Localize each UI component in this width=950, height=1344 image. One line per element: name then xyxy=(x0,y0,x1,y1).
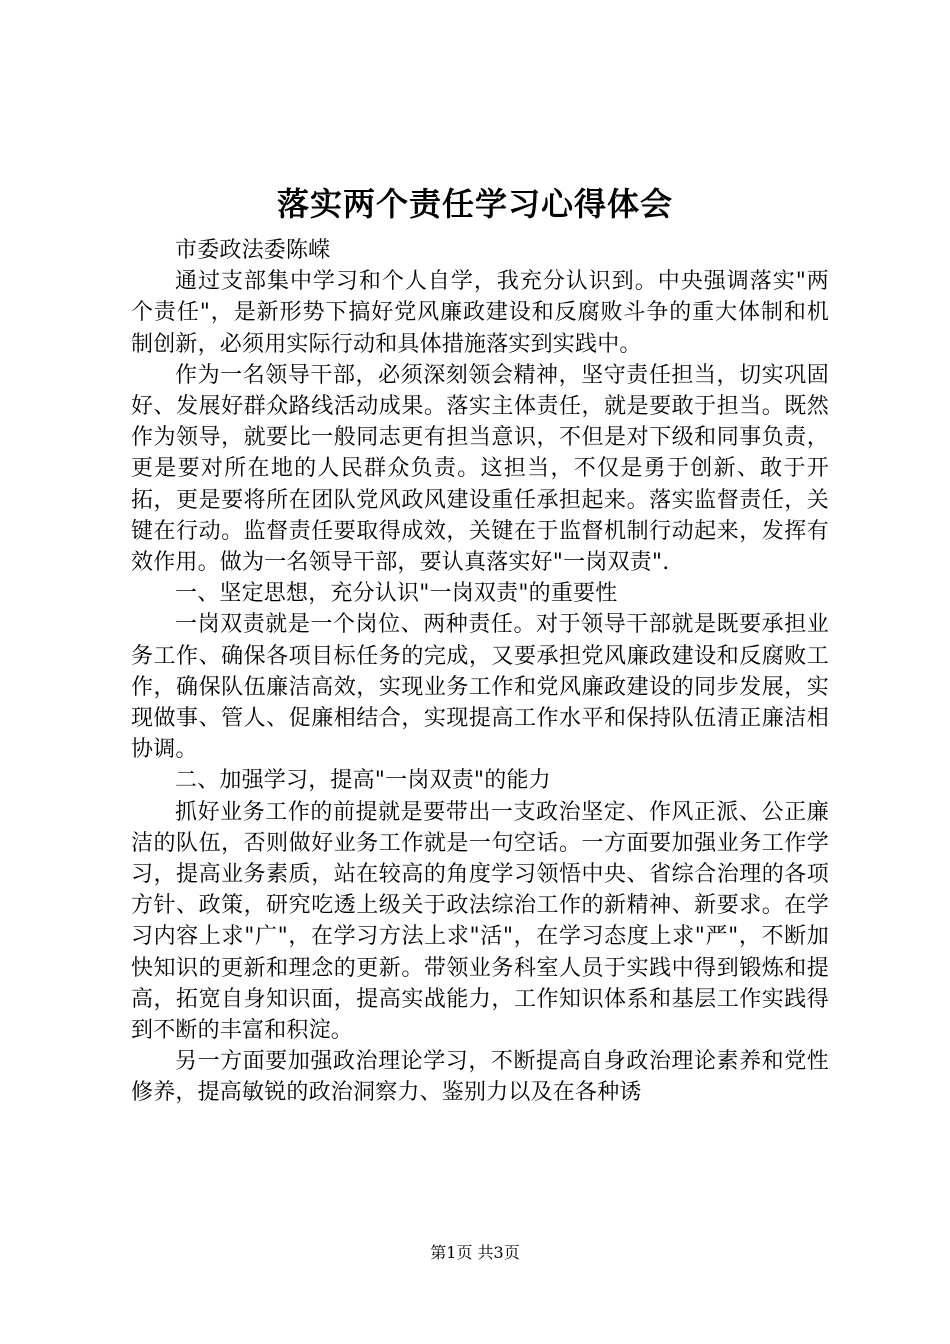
paragraph: 作为一名领导干部，必须深刻领会精神，坚守责任担当，切实巩固好、发展好群众路线活动成果。落实主体责任，就是要敢于担当。既然作为领导，就要比一般同志更有担当意识，不但是对下级和同事负责，更是要对所在地的人民群众负责。这担当，不仅是勇于创新、敢于开拓，更是要将所在团队党风政风建设重任承担起来。落实监督责任，关键在行动。监督责任要取得成效，关键在于监督机制行动起来，发挥有效作用。做为一名领导干部，要认真落实好"一岗双责". xyxy=(131,362,829,576)
document-title: 落实两个责任学习心得体会 xyxy=(276,185,673,223)
paragraph: 另一方面要加强政治理论学习，不断提高自身政治理论素养和党性修养，提高敏锐的政治洞察力、鉴别力以及在各种诱 xyxy=(131,1049,829,1106)
document-body xyxy=(131,235,829,1109)
paragraph: 抓好业务工作的前提就是要带出一支政治坚定、作风正派、公正廉洁的队伍，否则做好业务工作就是一句空话。一方面要加强业务工作学习，提高业务素质，站在较高的角度学习领悟中央、省综合治理的各项方针、政策，研究吃透上级关于政法综治工作的新精神、新要求。在学习内容上求"广"，在学习方法上求"活"，在学习态度上求"严"，不断加快知识的更新和理念的更新。带领业务科室人员于实践中得到锻炼和提高，拓宽自身知识面，提高实战能力，工作知识体系和基层工作实践得到不断的丰富和积淀。 xyxy=(131,799,829,1044)
section-heading: 一、坚定思想，充分认识"一岗双责"的重要性 xyxy=(175,581,618,607)
page-number-footer: 第1页 共3页 xyxy=(430,1243,520,1262)
paragraph: 通过支部集中学习和个人自学，我充分认识到。中央强调落实"两个责任"，是新形势下搞好党风廉政建设和反腐败斗争的重大体制和机制创新，必须用实际行动和具体措施落实到实践中。 xyxy=(131,269,829,357)
author-line: 市委政法委陈嵘 xyxy=(175,238,331,263)
section-heading: 二、加强学习，提高"一岗双责"的能力 xyxy=(175,768,551,794)
paragraph: 一岗双责就是一个岗位、两种责任。对于领导干部就是既要承担业务工作、确保各项目标任务的完成，又要承担党风廉政建设和反腐败工作，确保队伍廉洁高效，实现业务工作和党风廉政建设的同步发展，实现做事、管人、促廉相结合，实现提高工作水平和保持队伍清正廉洁相协调。 xyxy=(131,612,829,763)
